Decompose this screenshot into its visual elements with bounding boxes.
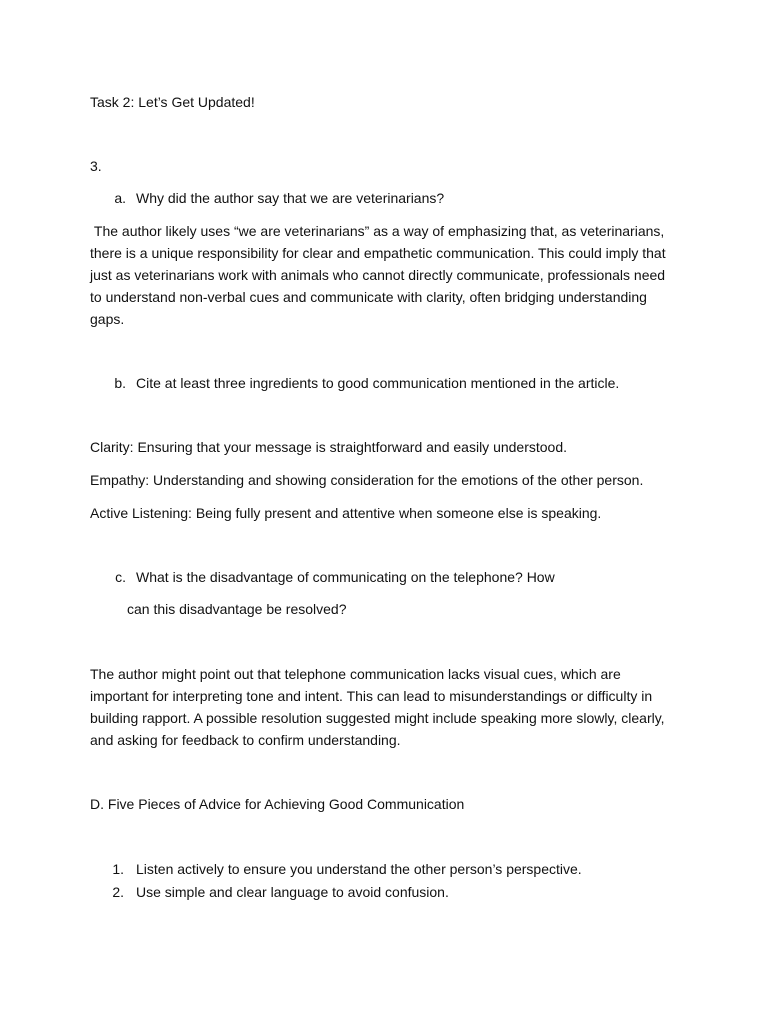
- part-c-marker: c.: [115, 569, 126, 585]
- part-a-answer: The author likely uses “we are veterinarians” as a way of emphasizing that, as veterinarians, there is a unique responsibility for clear and empathetic communication. This could imply that just as veterinarians work with animals who cannot directly communicate, professionals need to understand non-verbal cues and communicate with clarity, often bridging understanding gaps.: [90, 223, 670, 327]
- part-c-question-line1: What is the disadvantage of communicating on the telephone? How: [136, 569, 555, 585]
- part-a-question-text: Why did the author say that we are veterinarians?: [136, 190, 445, 206]
- part-c-question-line2: can this disadvantage be resolved?: [127, 601, 347, 617]
- part-b-marker: b.: [114, 375, 126, 391]
- part-b-question-text: Cite at least three ingredients to good communication mentioned in the article.: [136, 375, 620, 391]
- part-d-heading: D. Five Pieces of Advice for Achieving Good Communication: [90, 796, 465, 812]
- question-number: 3.: [90, 158, 102, 174]
- list-item-text: Use simple and clear language to avoid confusion.: [136, 884, 449, 900]
- part-b-answer-active-listening: Active Listening: Being fully present and attentive when someone else is speaking.: [90, 505, 602, 521]
- task-title: Task 2: Let’s Get Updated!: [90, 94, 255, 110]
- part-c-answer: The author might point out that telephone communication lacks visual cues, which are important for interpreting tone and intent. This can lead to misunderstandings or difficulty in building rapport. A possible resolution suggested might include speaking more slowly, clearly, and asking for feedback to confirm understanding.: [90, 666, 665, 748]
- part-a-marker: a.: [114, 190, 126, 206]
- list-item-marker: 2.: [112, 884, 124, 900]
- list-item-text: Listen actively to ensure you understand the other person’s perspective.: [136, 861, 582, 877]
- part-b-answer-clarity: Clarity: Ensuring that your message is straightforward and easily understood.: [90, 439, 568, 455]
- part-b-answer-empathy: Empathy: Understanding and showing consideration for the emotions of the other person.: [90, 472, 644, 488]
- list-item-marker: 1.: [112, 861, 124, 877]
